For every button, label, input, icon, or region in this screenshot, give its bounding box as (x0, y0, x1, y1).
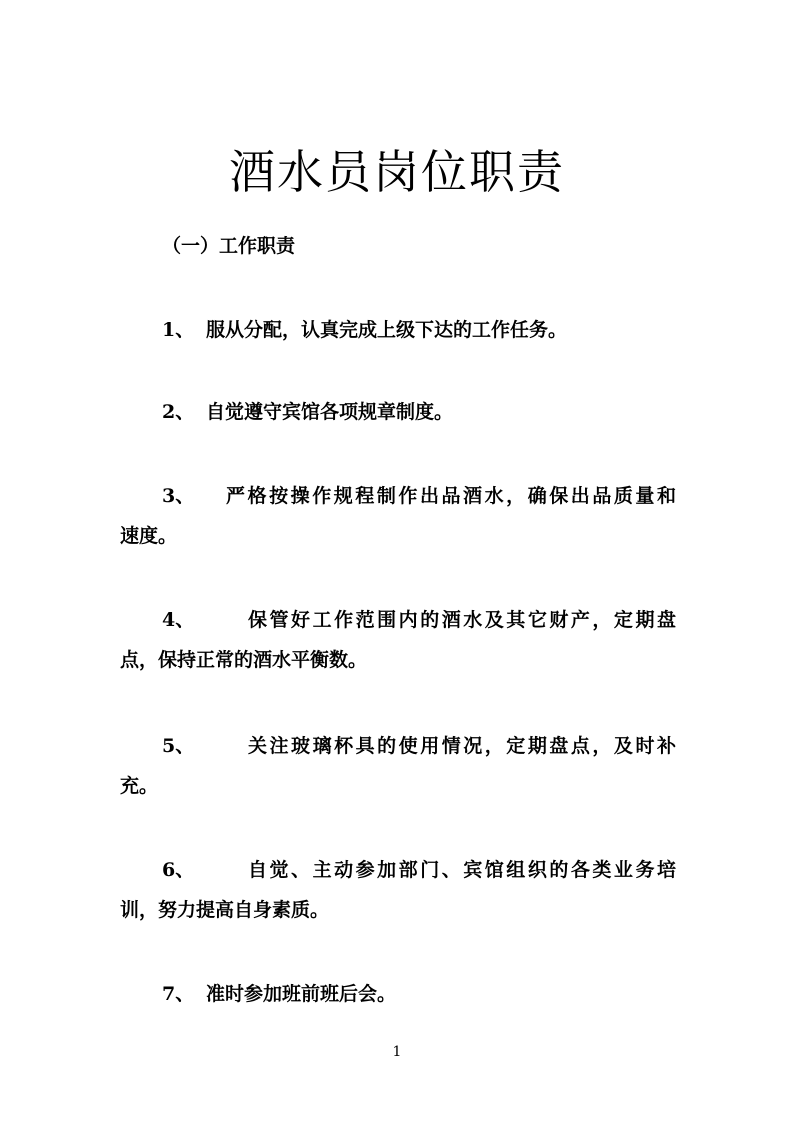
list-item (120, 600, 676, 680)
list-item (120, 476, 676, 556)
item-text: 严格按操作规程制作出品酒水，确保出品质量和 (226, 485, 676, 507)
item-text: 自觉遵守宾馆各项规章制度。 (206, 401, 454, 423)
item-number: 2、 (162, 401, 195, 423)
item-text-continued: 点，保持正常的酒水平衡数。 (120, 649, 368, 671)
item-text: 准时参加班前班后会。 (206, 983, 397, 1005)
item-text-wrap (248, 850, 676, 890)
page-number: 1 (392, 1044, 402, 1060)
item-text-continued: 速度。 (120, 525, 178, 547)
item-text-continued: 充。 (120, 775, 159, 797)
list-item (120, 850, 676, 930)
item-text-continued: 训，努力提高自身素质。 (120, 899, 330, 921)
page-title: 酒水员岗位职责 (229, 145, 565, 199)
item-number: 6、 (162, 859, 195, 881)
item-number: 3、 (162, 485, 195, 507)
item-text: 保管好工作范围内的酒水及其它财产，定期盘 (248, 609, 676, 631)
item-number: 7、 (162, 983, 195, 1005)
item-number: 5、 (162, 735, 195, 757)
item-text: 自觉、主动参加部门、宾馆组织的各类业务培 (248, 859, 676, 881)
item-text: 关注玻璃杯具的使用情况，定期盘点，及时补 (248, 735, 676, 757)
item-number: 4、 (162, 609, 195, 631)
item-text-wrap (248, 600, 676, 640)
section-heading: （一）工作职责 (162, 235, 296, 257)
item-text-wrap (226, 476, 676, 516)
list-item (120, 726, 676, 806)
item-text-wrap (248, 726, 676, 766)
item-number: 1、 (162, 319, 195, 341)
item-text: 服从分配，认真完成上级下达的工作任务。 (206, 319, 568, 341)
